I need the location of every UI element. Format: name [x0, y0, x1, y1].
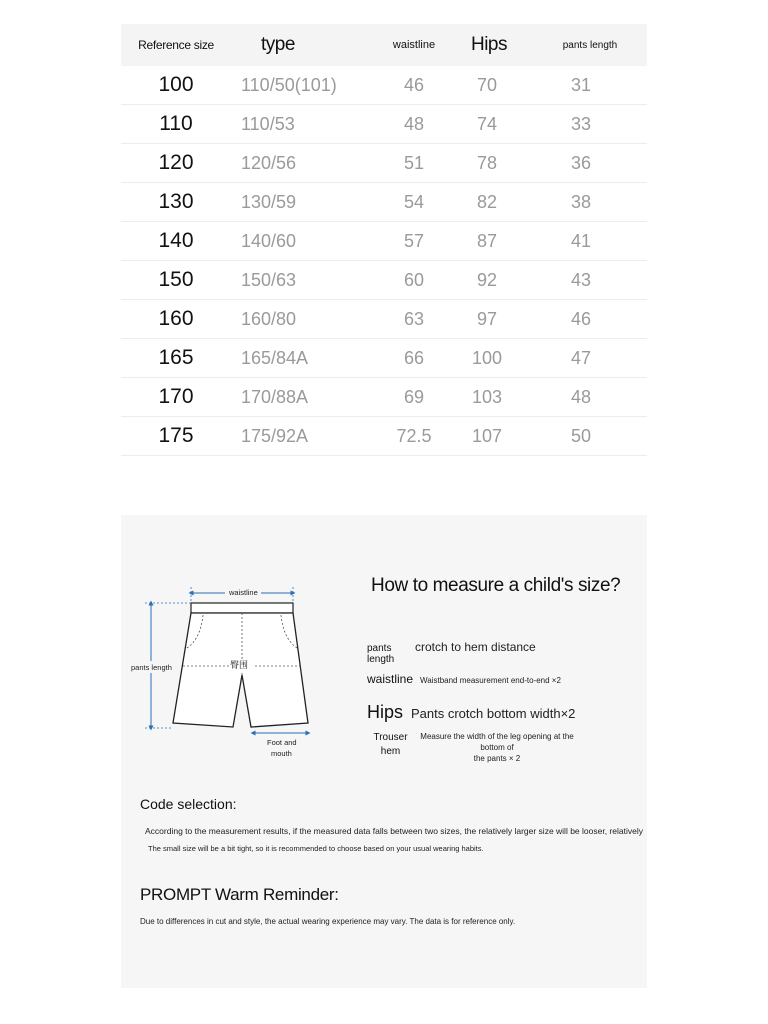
table-row: [121, 261, 647, 300]
cell-type: 160/80: [241, 308, 297, 329]
cell-waistline: 72.5: [396, 425, 432, 446]
measure-label: pants length: [367, 643, 395, 665]
cell-pants-length: 47: [571, 347, 592, 368]
table-body: [121, 66, 647, 456]
measure-item-hips: [367, 702, 575, 723]
cell-waistline: 63: [403, 308, 425, 329]
table-row: [121, 144, 647, 183]
cell-hips: 100: [471, 347, 503, 368]
cell-reference-size: 160: [158, 307, 194, 330]
cell-pants-length: 48: [571, 386, 592, 407]
header-type: type: [261, 34, 295, 55]
header-reference-size: Reference size: [138, 38, 214, 52]
cell-waistline: 54: [403, 191, 425, 212]
measure-desc: Pants crotch bottom width×2: [411, 706, 576, 721]
cell-type: 110/50(101): [241, 74, 337, 95]
measure-label: waistline: [367, 672, 414, 686]
measure-desc: crotch to hem distance: [415, 640, 536, 654]
cell-type: 150/63: [241, 269, 297, 290]
cell-hips: 107: [471, 425, 503, 446]
cell-waistline: 66: [403, 347, 425, 368]
cell-type: 120/56: [241, 152, 297, 173]
cell-reference-size: 150: [158, 268, 194, 291]
table-row: [121, 300, 647, 339]
table-row: [121, 183, 647, 222]
size-chart-table: [121, 24, 647, 456]
code-selection-title: Code selection:: [140, 796, 237, 812]
cell-type: 130/59: [241, 191, 297, 212]
measure-label: [369, 731, 412, 759]
cell-reference-size: 165: [158, 346, 194, 369]
measure-label: Hips: [367, 702, 404, 722]
header-hips: Hips: [470, 34, 507, 55]
measure-desc: [412, 731, 582, 764]
cell-hips: 74: [476, 113, 498, 134]
measure-desc: Waistband measurement end-to-end ×2: [420, 676, 561, 685]
cell-pants-length: 46: [571, 308, 592, 329]
cell-pants-length: 50: [571, 425, 592, 446]
measure-desc-line: Measure the width of the leg opening at the bottom of: [420, 732, 574, 752]
cell-waistline: 60: [403, 269, 425, 290]
cell-hips: 78: [476, 152, 498, 173]
reminder-text: Due to differences in cut and style, the actual wearing experience may vary. The data is for reference only.: [140, 917, 516, 926]
hem-dim-label-1: Foot and: [267, 738, 297, 747]
measure-item-hem: [369, 731, 582, 764]
table-row: [121, 66, 647, 105]
cell-waistline: 48: [403, 113, 425, 134]
hips-dim-label: 臀围: [230, 661, 249, 671]
waist-dim-label: waistline: [229, 588, 258, 597]
cell-hips: 87: [476, 230, 498, 251]
cell-type: 170/88A: [241, 386, 309, 407]
cell-pants-length: 38: [571, 191, 592, 212]
table-row: [121, 222, 647, 261]
table-row: [121, 339, 647, 378]
cell-type: 110/53: [241, 113, 295, 134]
cell-type: 175/92A: [241, 425, 309, 446]
length-dim-label: pants length: [131, 663, 172, 672]
cell-reference-size: 140: [158, 229, 194, 252]
measure-item-waist: [367, 672, 561, 686]
cell-waistline: 46: [403, 74, 425, 95]
cell-reference-size: 175: [158, 424, 194, 447]
measure-desc-line: the pants × 2: [473, 754, 521, 763]
cell-hips: 92: [476, 269, 498, 290]
table-row: [121, 378, 647, 417]
cell-pants-length: 33: [571, 113, 592, 134]
shorts-outline-icon: [131, 583, 321, 773]
reminder-title: PROMPT Warm Reminder:: [140, 885, 339, 904]
measure-label-line: Trouser: [373, 732, 408, 743]
table-row: [121, 105, 647, 144]
measure-title: How to measure a child's size?: [371, 575, 621, 596]
cell-reference-size: 170: [158, 385, 194, 408]
measurement-guide-panel: [121, 515, 647, 988]
cell-reference-size: 100: [158, 73, 194, 96]
header-waistline: waistline: [392, 39, 436, 51]
table-header-row: [121, 24, 647, 66]
cell-waistline: 57: [403, 230, 425, 251]
cell-hips: 82: [476, 191, 498, 212]
cell-waistline: 69: [403, 386, 425, 407]
table-row: [121, 417, 647, 456]
cell-hips: 103: [471, 386, 503, 407]
code-selection-text-2: The small size will be a bit tight, so it is recommended to choose based on your usual wearing habits.: [148, 844, 484, 853]
cell-pants-length: 31: [571, 74, 592, 95]
cell-waistline: 51: [403, 152, 425, 173]
cell-pants-length: 36: [571, 152, 592, 173]
code-selection-text: According to the measurement results, if the measured data falls between two sizes, the relatively larger size will be looser, relatively: [145, 826, 643, 836]
cell-hips: 70: [476, 74, 498, 95]
cell-reference-size: 130: [158, 190, 194, 213]
cell-hips: 97: [476, 308, 498, 329]
cell-type: 140/60: [241, 230, 297, 251]
cell-type: 165/84A: [241, 347, 309, 368]
cell-pants-length: 41: [571, 230, 592, 251]
hem-dim-label-2: mouth: [271, 749, 292, 758]
cell-pants-length: 43: [571, 269, 592, 290]
header-pants-length: pants length: [562, 39, 618, 51]
measure-label-line: hem: [380, 746, 401, 757]
cell-reference-size: 120: [158, 151, 194, 174]
cell-reference-size: 110: [159, 112, 193, 135]
measure-item-length: [367, 640, 536, 665]
